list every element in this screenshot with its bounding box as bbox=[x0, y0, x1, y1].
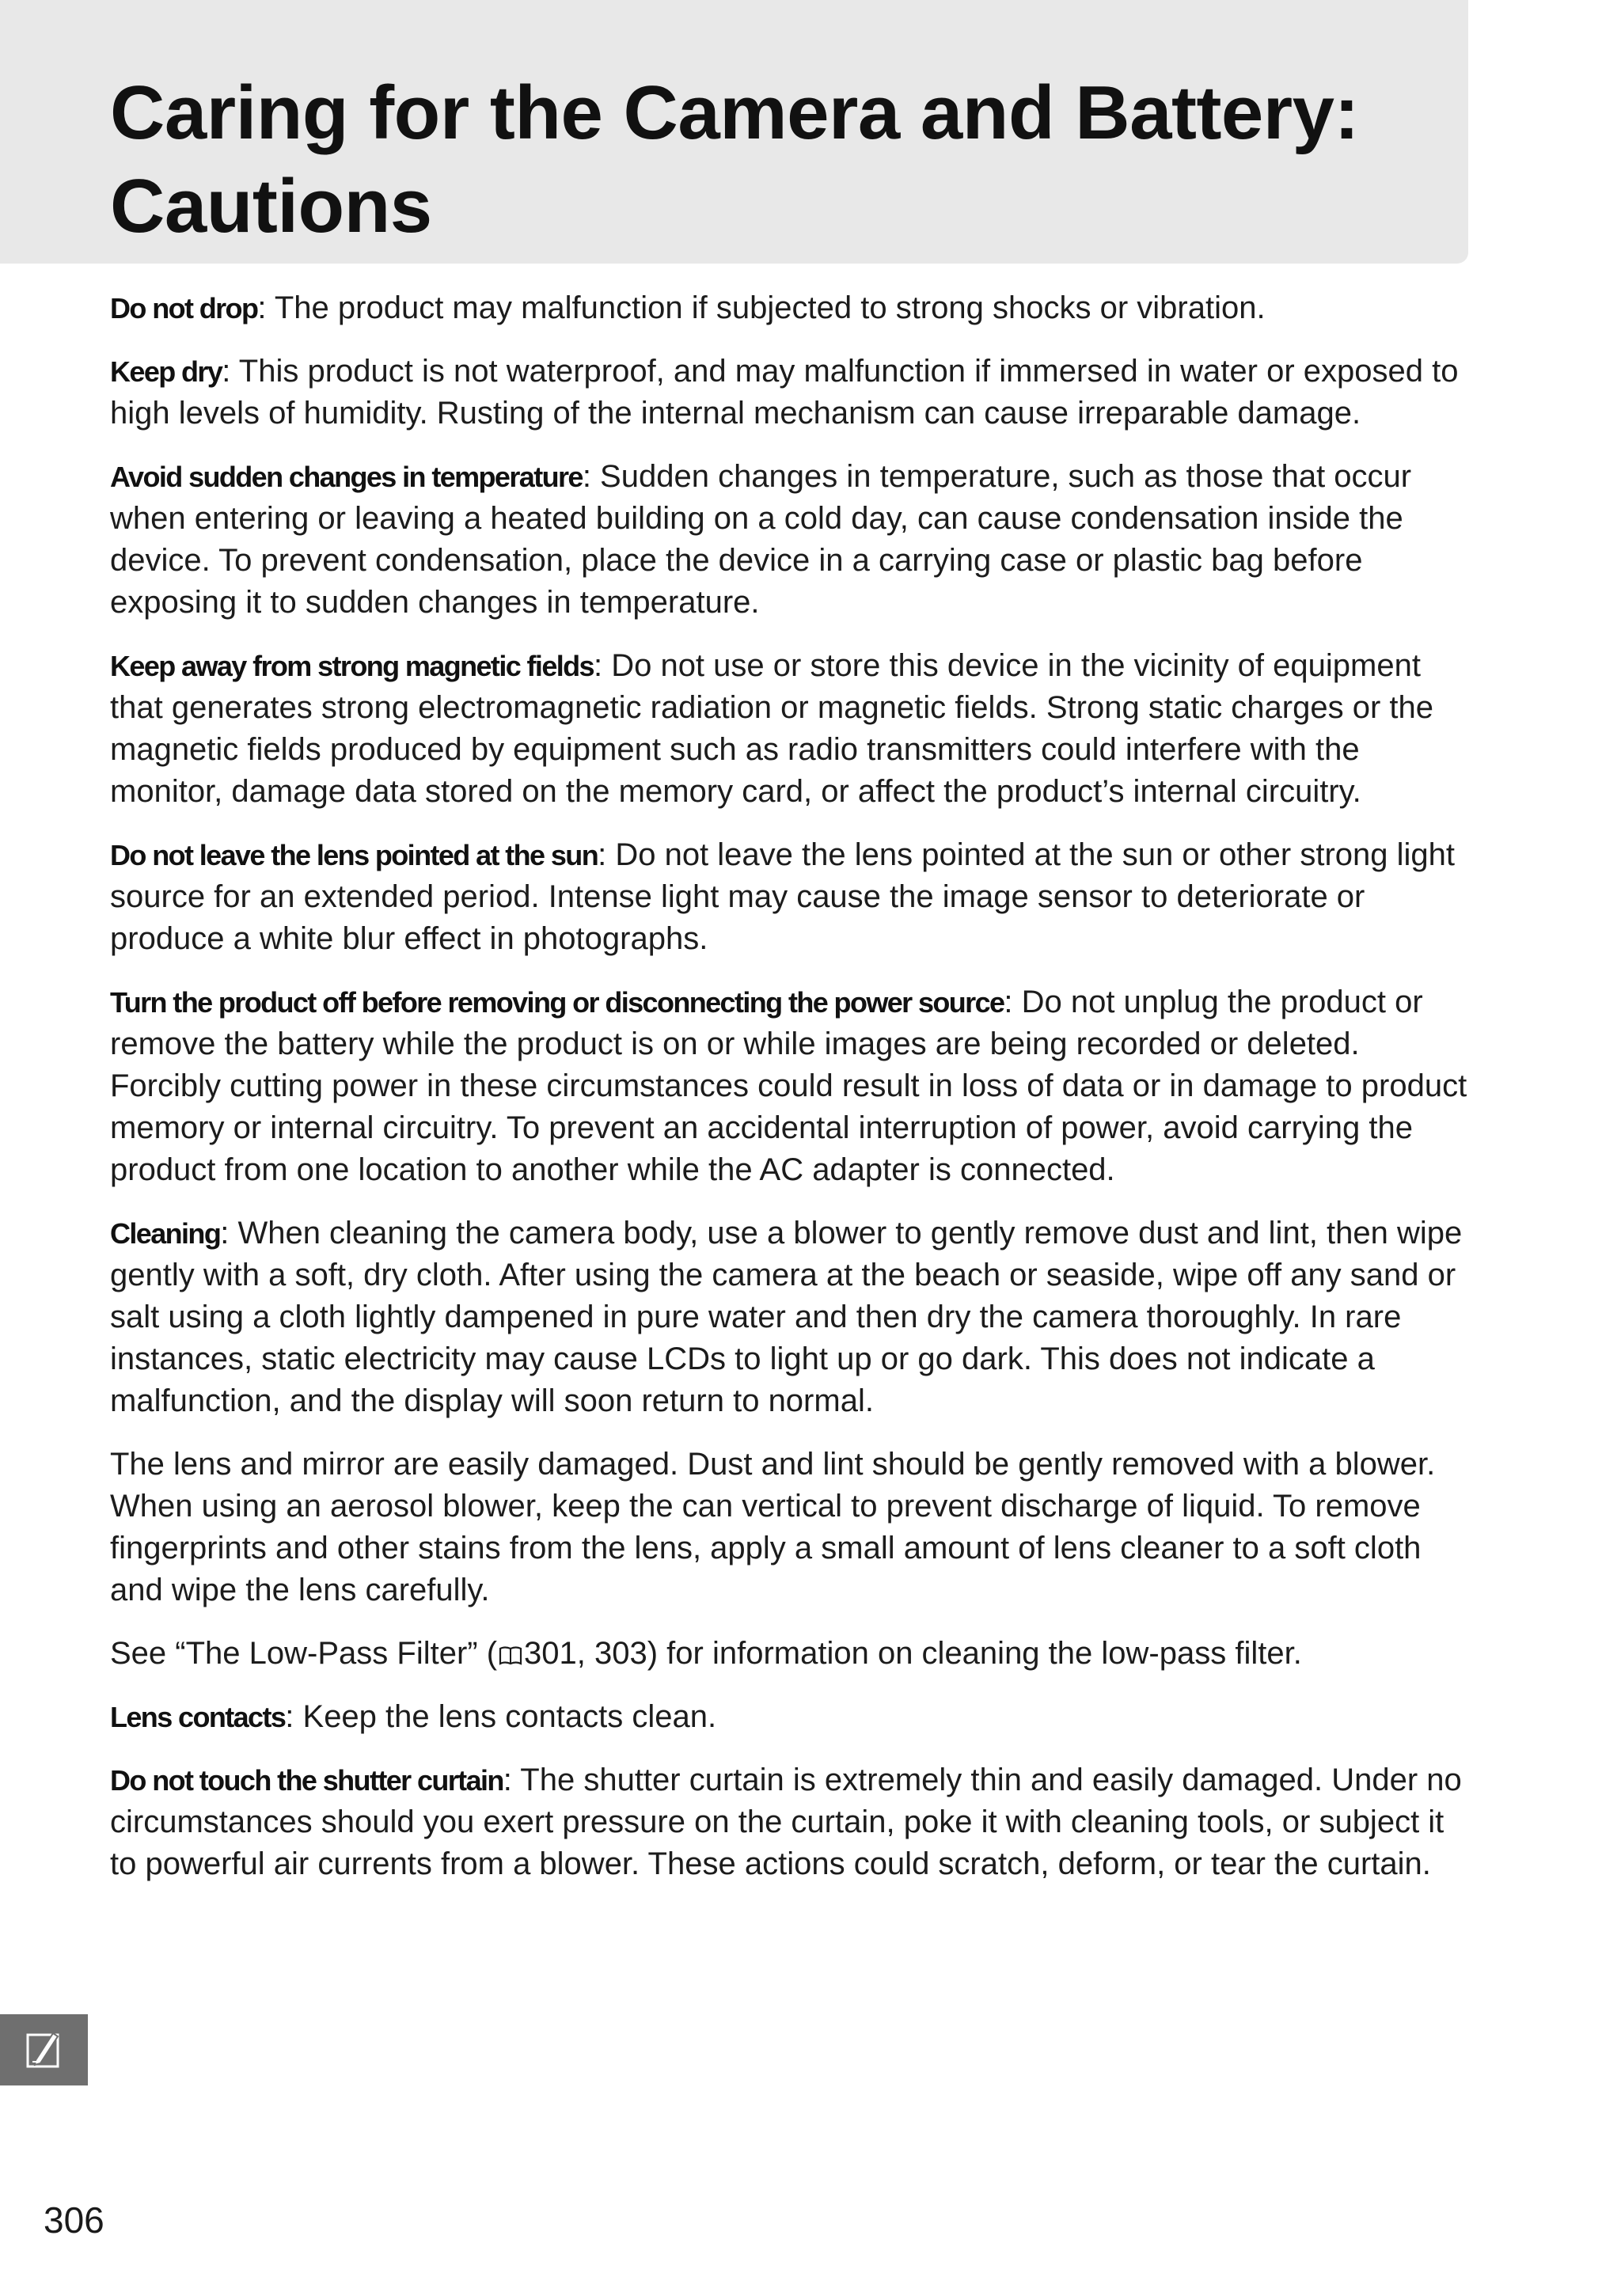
caution-term: Do not leave the lens pointed at the sun bbox=[110, 839, 598, 871]
caution-shutter-curtain bbox=[110, 1759, 1471, 1885]
cautions-body bbox=[110, 287, 1471, 1907]
caution-lens-contacts bbox=[110, 1696, 1471, 1738]
caution-text: : Do not leave the lens pointed at the sun or other strong light source for an extended period. Intense light may cause the image sensor to deteriorate or produce a white blur effect in photographs. bbox=[110, 837, 1456, 956]
caution-lens-mirror bbox=[110, 1444, 1471, 1611]
caution-text: The lens and mirror are easily damaged. Dust and lint should be gently removed with a blower. When using an aerosol blower, keep the can vertical to prevent discharge of liquid. To remove fingerprints and other stains from the lens, apply a small amount of lens cleaner to a soft cloth and wipe the lens carefully. bbox=[110, 1447, 1436, 1607]
caution-text: : This product is not waterproof, and may malfunction if immersed in water or exposed to high levels of humidity. Rusting of the internal mechanism can cause irreparable damage. bbox=[110, 354, 1459, 431]
page-number: 306 bbox=[44, 2199, 104, 2241]
caution-keep-dry bbox=[110, 351, 1471, 435]
caution-term: Keep dry bbox=[110, 355, 222, 388]
caution-term: Do not drop bbox=[110, 292, 258, 324]
caution-text: : Do not unplug the product or remove the battery while the product is on or while images are being recorded or deleted. Forcibly cutting power in these circumstances could result in loss of data or in damage to product memory or internal circuitry. To prevent an accidental interruption of power, avoid carrying the product from one location to another while the AC adapter is connected. bbox=[110, 985, 1467, 1187]
caution-text: : Sudden changes in temperature, such as those that occur when entering or leaving a heated building on a cold day, can cause condensation inside the device. To prevent condensation, place the device in a carrying case or plastic bag before exposing it to sudden changes in temperature. bbox=[110, 459, 1412, 620]
caution-term: Avoid sudden changes in temperature bbox=[110, 461, 583, 493]
caution-lens-sun bbox=[110, 834, 1471, 960]
book-reference-icon bbox=[499, 1645, 522, 1666]
caution-text: : The product may malfunction if subjected to strong shocks or vibration. bbox=[257, 290, 1266, 325]
caution-power-source bbox=[110, 981, 1471, 1191]
caution-do-not-drop bbox=[110, 287, 1471, 329]
caution-text: : When cleaning the camera body, use a blower to gently remove dust and lint, then wipe gently with a soft, dry cloth. After using the camera at the beach or seaside, wipe off any sand or salt using a cloth lightly dampened in pure water and then dry the camera thoroughly. In rare instances, static electricity may cause LCDs to light up or go dark. This does not indicate a malfunction, and the display will soon return to normal. bbox=[110, 1216, 1463, 1418]
caution-term: Lens contacts bbox=[110, 1701, 286, 1733]
caution-text: ) for information on cleaning the low-pass filter. bbox=[647, 1636, 1302, 1671]
page-title-line2: Cautions bbox=[110, 164, 432, 249]
page-title-line1: Caring for the Camera and Battery: bbox=[110, 70, 1360, 155]
caution-text: : Keep the lens contacts clean. bbox=[285, 1699, 717, 1734]
caution-term: Keep away from strong magnetic fields bbox=[110, 650, 594, 682]
side-tab[interactable] bbox=[0, 2014, 88, 2085]
reference-pages[interactable]: 301, 303 bbox=[524, 1636, 647, 1671]
caution-term: Cleaning bbox=[110, 1217, 221, 1250]
caution-text: See “The Low-Pass Filter” ( bbox=[110, 1636, 498, 1671]
caution-text: : The shutter curtain is extremely thin and easily damaged. Under no circumstances should you exert pressure on the curtain, poke it with cleaning tools, or subject it to powerful air currents from a blower. These actions could scratch, deform, or tear the curtain. bbox=[110, 1763, 1462, 1881]
caution-text: : Do not use or store this device in the vicinity of equipment that generates strong electromagnetic radiation or magnetic fields. Strong static charges or the magnetic fields produced by equipment such as radio transmitters could interfere with the monitor, damage data stored on the memory card, or affect the product’s internal circuitry. bbox=[110, 648, 1434, 809]
caution-term: Do not touch the shutter curtain bbox=[110, 1764, 503, 1797]
caution-low-pass-reference bbox=[110, 1633, 1471, 1675]
caution-magnetic-fields bbox=[110, 645, 1471, 813]
technical-notes-icon bbox=[26, 2030, 63, 2070]
caution-temperature bbox=[110, 456, 1471, 624]
caution-cleaning bbox=[110, 1213, 1471, 1422]
page-title bbox=[110, 66, 1440, 253]
caution-term: Turn the product off before removing or disconnecting the power source bbox=[110, 986, 1004, 1019]
